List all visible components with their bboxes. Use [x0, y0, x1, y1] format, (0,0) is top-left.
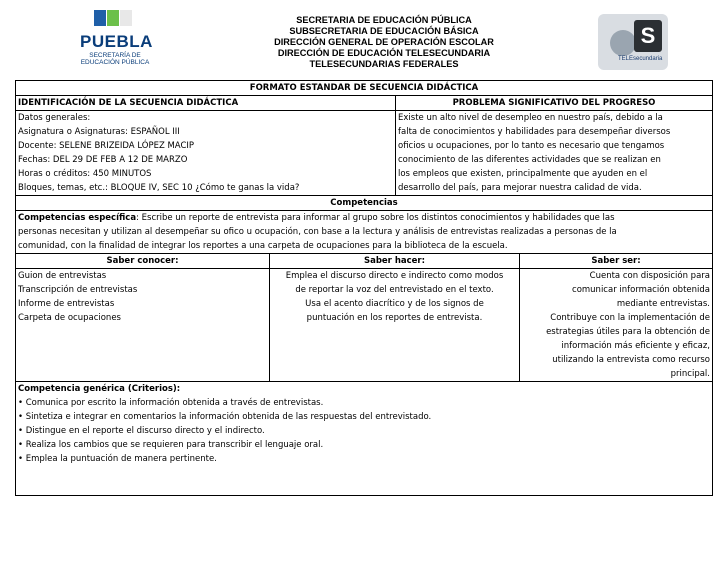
saber-conocer-list	[16, 269, 269, 381]
especifica-block	[16, 211, 712, 253]
especifica-label: Competencias específica	[18, 213, 137, 223]
puebla-flag-icon	[94, 10, 132, 26]
heading-line: DIRECCIÓN GENERAL DE OPERACIÓN ESCOLAR	[274, 37, 494, 47]
especifica-row	[16, 211, 712, 254]
generica-header: Competencia genérica (Criterios):	[18, 384, 181, 394]
generica-line: • Sintetiza e integrar en comentarios la información obtenida de las respuestas del entrevistado.	[18, 412, 432, 422]
generica-line: • Comunica por escrito la información obtenida a través de entrevistas.	[18, 398, 324, 408]
document-header	[0, 0, 728, 80]
table-title: FORMATO ESTANDAR DE SECUENCIA DIDÁCTICA	[249, 83, 479, 93]
competencias-header: Competencias	[330, 198, 398, 208]
saber-ser-header: Saber ser:	[519, 254, 712, 268]
list-item: de reportar la voz del entrevistado en el texto.	[295, 285, 494, 295]
didactic-sequence-table	[15, 80, 713, 496]
list-item: Cuenta con disposición para	[589, 271, 710, 281]
competencias-header-row	[16, 196, 712, 211]
heading-line: SECRETARIA DE EDUCACIÓN PÚBLICA	[296, 15, 472, 25]
ident-line: Fechas: DEL 29 DE FEB A 12 DE MARZO	[18, 155, 188, 165]
saber-headers-row	[16, 254, 712, 269]
heading-line: TELESECUNDARIAS FEDERALES	[309, 59, 459, 69]
ident-problem-row	[16, 111, 712, 196]
generica-line: • Distingue en el reporte el discurso directo y el indirecto.	[18, 426, 265, 436]
list-item: Guion de entrevistas	[18, 271, 107, 281]
puebla-sep-logo	[70, 10, 160, 68]
problem-line: Existe un alto nivel de desempleo en nuestro país, debido a la	[398, 113, 663, 123]
list-item: información más eficiente y eficaz,	[561, 341, 710, 351]
problem-line: oficios u ocupaciones, por lo tanto es necesario que tengamos	[398, 141, 665, 151]
saber-ser-list	[519, 269, 712, 381]
list-item: Informe de entrevistas	[18, 299, 115, 309]
logo-sub-line-1: SECRETARÍA DE	[89, 52, 141, 59]
telesecundaria-logo	[598, 14, 668, 70]
list-item: estrategias útiles para la obtención de	[546, 327, 710, 337]
generica-line: • Realiza los cambios que se requieren para transcribir el lenguaje oral.	[18, 440, 324, 450]
ident-line: Bloques, temas, etc.: BLOQUE IV, SEC 10 ¿Cómo te ganas la vida?	[18, 183, 300, 193]
puebla-wordmark: PUEBLA	[80, 32, 153, 51]
ident-line: Docente: SELENE BRIZEIDA LÓPEZ MACIP	[18, 141, 195, 151]
problem-block	[395, 111, 712, 195]
saber-hacer-list	[269, 269, 519, 381]
list-item: Usa el acento diacrítico y de los signos de	[305, 299, 484, 309]
especifica-line: personas necesitan y utilizan al desempeñar su ofico u ocupación, con base a la lectura y análisis de entrevistas realizadas a personas de la	[18, 227, 617, 237]
ident-line: Asignatura o Asignaturas: ESPAÑOL III	[18, 127, 180, 137]
list-item: principal.	[670, 369, 710, 379]
section-headers-row	[16, 96, 712, 111]
heading-line: DIRECCIÓN DE EDUCACIÓN TELESECUNDARIA	[277, 48, 491, 58]
saber-content-row	[16, 269, 712, 382]
ident-line: Datos generales:	[18, 113, 91, 123]
problem-line: falta de conocimientos y habilidades para desempeñar diversos	[398, 127, 671, 137]
list-item: utilizando la entrevista como recurso	[552, 355, 710, 365]
generica-block	[16, 382, 712, 495]
list-item: comunicar información obtenida	[572, 285, 710, 295]
especifica-line	[18, 211, 710, 225]
list-item: Carpeta de ocupaciones	[18, 313, 121, 323]
list-item: mediante entrevistas.	[616, 299, 710, 309]
tele-logo-text: TELEsecundaria	[618, 56, 663, 62]
problem-header: PROBLEMA SIGNIFICATIVO DEL PROGRESO	[395, 96, 712, 110]
heading-line: SUBSECRETARIA DE EDUCACIÓN BÁSICA	[289, 26, 479, 36]
tele-badge: S	[634, 20, 662, 52]
list-item: Emplea el discurso directo e indirecto como modos	[285, 271, 504, 281]
list-item: puntuación en los reportes de entrevista.	[306, 313, 483, 323]
problem-line: conocimiento de las diferentes actividades que se realizan en	[398, 155, 661, 165]
especifica-line: comunidad, con la finalidad de integrar los reportes a una carpeta de ocupaciones para la biblioteca de la escuela.	[18, 241, 508, 251]
problem-line: los empleos que existen, principalmente que ayuden en el	[398, 169, 648, 179]
saber-hacer-header: Saber hacer:	[269, 254, 519, 268]
globe-icon	[610, 30, 636, 56]
ident-block	[16, 111, 395, 195]
generica-line: • Emplea la puntuación de manera pertinente.	[18, 454, 217, 464]
ident-line: Horas o créditos: 450 MINUTOS	[18, 169, 152, 179]
problem-line: desarrollo del país, para mejorar nuestra calidad de vida.	[398, 183, 642, 193]
institution-heading	[256, 15, 512, 70]
table-title-row	[16, 81, 712, 96]
saber-conocer-header: Saber conocer:	[106, 256, 179, 266]
ident-header: IDENTIFICACIÓN DE LA SECUENCIA DIDÁCTICA	[18, 98, 239, 108]
generica-row	[16, 382, 712, 495]
logo-sub-line-2: EDUCACIÓN PÚBLICA	[80, 59, 150, 66]
list-item: Transcripción de entrevistas	[18, 285, 138, 295]
especifica-text: : Escribe un reporte de entrevista para informar al grupo sobre los distintos conocimientos y habilidades que las	[136, 213, 615, 223]
list-item: Contribuye con la implementación de	[550, 313, 710, 323]
